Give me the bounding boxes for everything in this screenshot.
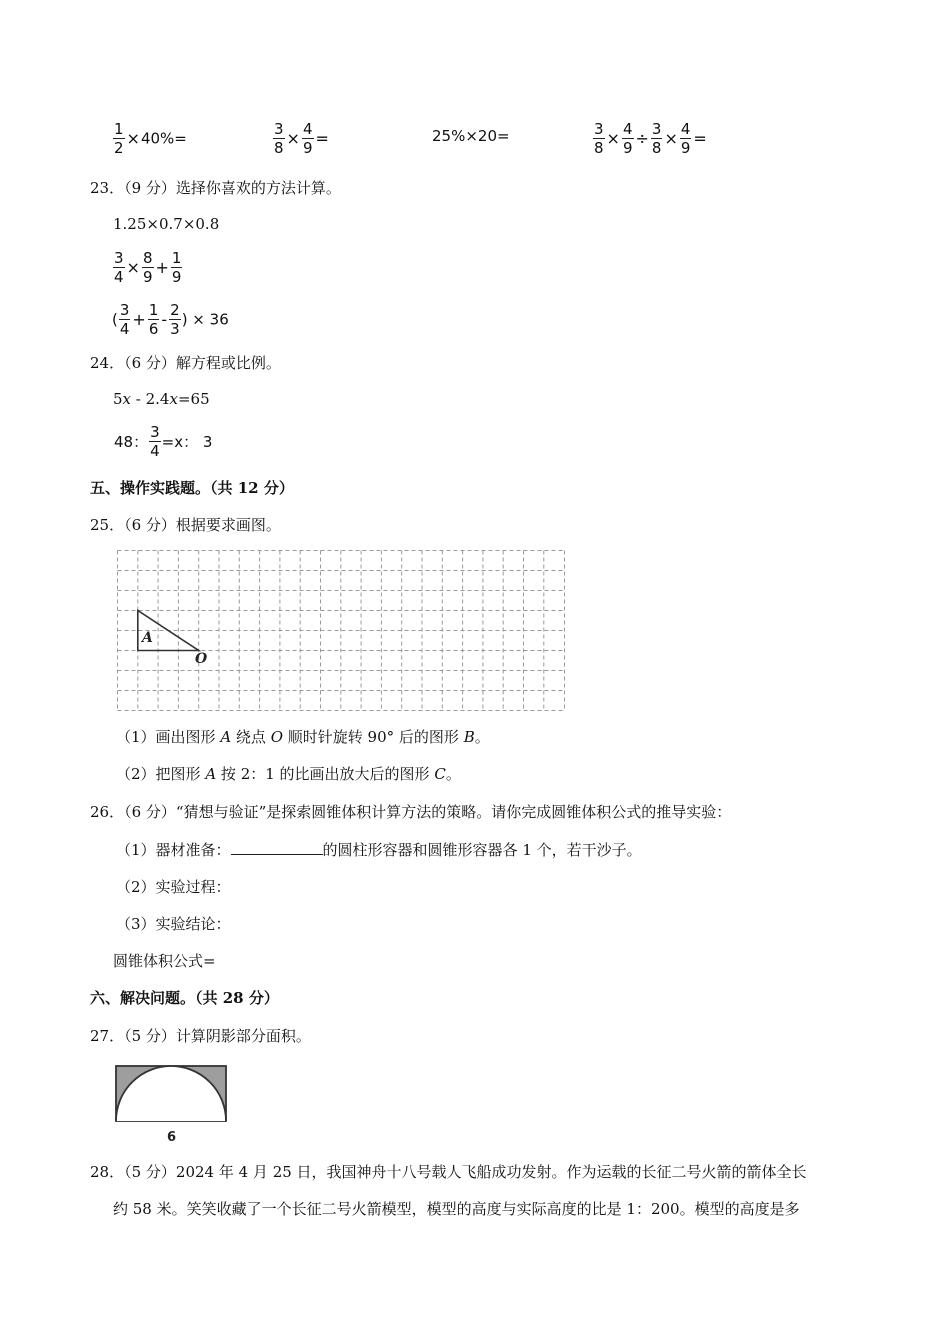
q24-equation-1: 5x - 2.4x=65 [113, 390, 210, 408]
q24-proportion: 48： $\frac{3}{4}$ =x： 3 [114, 423, 213, 460]
answer-blank[interactable] [231, 840, 323, 855]
fraction: $\frac{4}{9}$ [622, 120, 633, 157]
fraction: $\frac{3}{8}$ [651, 120, 662, 157]
q25-sub-2: （2）把图形 A 按 2：1 的比画出放大后的图形 C。 [116, 765, 461, 783]
section-6-heading: 六、解决问题。（共 28 分） [90, 989, 279, 1007]
calc-expression-1: $\frac{1}{2}$ ×40%= [114, 120, 187, 157]
calc-expression-4: $\frac{3}{8}$ × $\frac{4}{9}$ ÷ $\frac{3}{8}$ × $\frac{4}{9}$ = [594, 120, 707, 157]
calc-expression-3: 25%×20= [432, 127, 510, 145]
fraction: $\frac{3}{8}$ [274, 120, 284, 157]
q26-sub-3: （3）实验结论： [116, 915, 231, 933]
q26-sub-1: （1）器材准备： 的圆柱形容器和圆锥形容器各 1 个，若干沙子。 [116, 841, 642, 859]
question-26-title: 26．（6 分）“猜想与验证”是探索圆锥体积计算方法的策略。请你完成圆锥体积公式的推导实验： [90, 803, 732, 821]
question-24-title: 24．（6 分）解方程或比例。 [90, 354, 281, 372]
section-5-heading: 五、操作实践题。（共 12 分） [90, 479, 294, 497]
q23-expression-2: $\frac{3}{4}$ × $\frac{8}{9}$ + $\frac{1}{9}$ [114, 249, 182, 286]
fraction: $\frac{3}{4}$ [119, 301, 130, 338]
fraction: $\frac{3}{4}$ [114, 249, 124, 286]
label-o: O [195, 651, 208, 667]
fraction: $\frac{4}{9}$ [302, 120, 313, 157]
question-28-line-1: 28．（5 分）2024 年 4 月 25 日，我国神舟十八号载人飞船成功发射。作为运载的长征二号火箭的箭体全长 [90, 1163, 807, 1181]
fraction: $\frac{8}{9}$ [142, 249, 153, 286]
fraction: $\frac{4}{9}$ [680, 120, 691, 157]
label-a: A [142, 630, 153, 646]
calc-expression-2: $\frac{3}{8}$ × $\frac{4}{9}$ = [274, 120, 329, 157]
question-23-title: 23．（9 分）选择你喜欢的方法计算。 [90, 179, 341, 197]
question-28-line-2: 约 58 米。笑笑收藏了一个长征二号火箭模型，模型的高度与实际高度的比是 1：200。模型的高度是多 [113, 1200, 800, 1218]
fraction: $\frac{1}{9}$ [171, 249, 182, 286]
shaded-semicircle-figure [113, 1062, 233, 1146]
fraction: $\frac{1}{6}$ [148, 301, 159, 338]
fraction: $\frac{3}{4}$ [150, 423, 160, 460]
q26-sub-2: （2）实验过程： [116, 878, 231, 896]
fraction: $\frac{3}{8}$ [594, 120, 604, 157]
width-label: 6 [167, 1130, 177, 1145]
question-27-title: 27．（5 分）计算阴影部分面积。 [90, 1027, 311, 1045]
q23-expression-3: ( $\frac{3}{4}$ + $\frac{1}{6}$ - $\frac{2}{3}$ ) × 36 [112, 301, 229, 338]
fraction: $\frac{2}{3}$ [170, 301, 180, 338]
question-25-title: 25．（6 分）根据要求画图。 [90, 516, 281, 534]
fraction: $\frac{1}{2}$ [114, 120, 124, 157]
q26-formula: 圆锥体积公式= [113, 952, 216, 970]
q23-expression-1: 1.25×0.7×0.8 [113, 215, 220, 233]
drawing-grid [117, 550, 567, 712]
grid-lines [118, 551, 565, 711]
q25-sub-1: （1）画出图形 A 绕点 O 顺时针旋转 90° 后的图形 B。 [116, 728, 490, 746]
